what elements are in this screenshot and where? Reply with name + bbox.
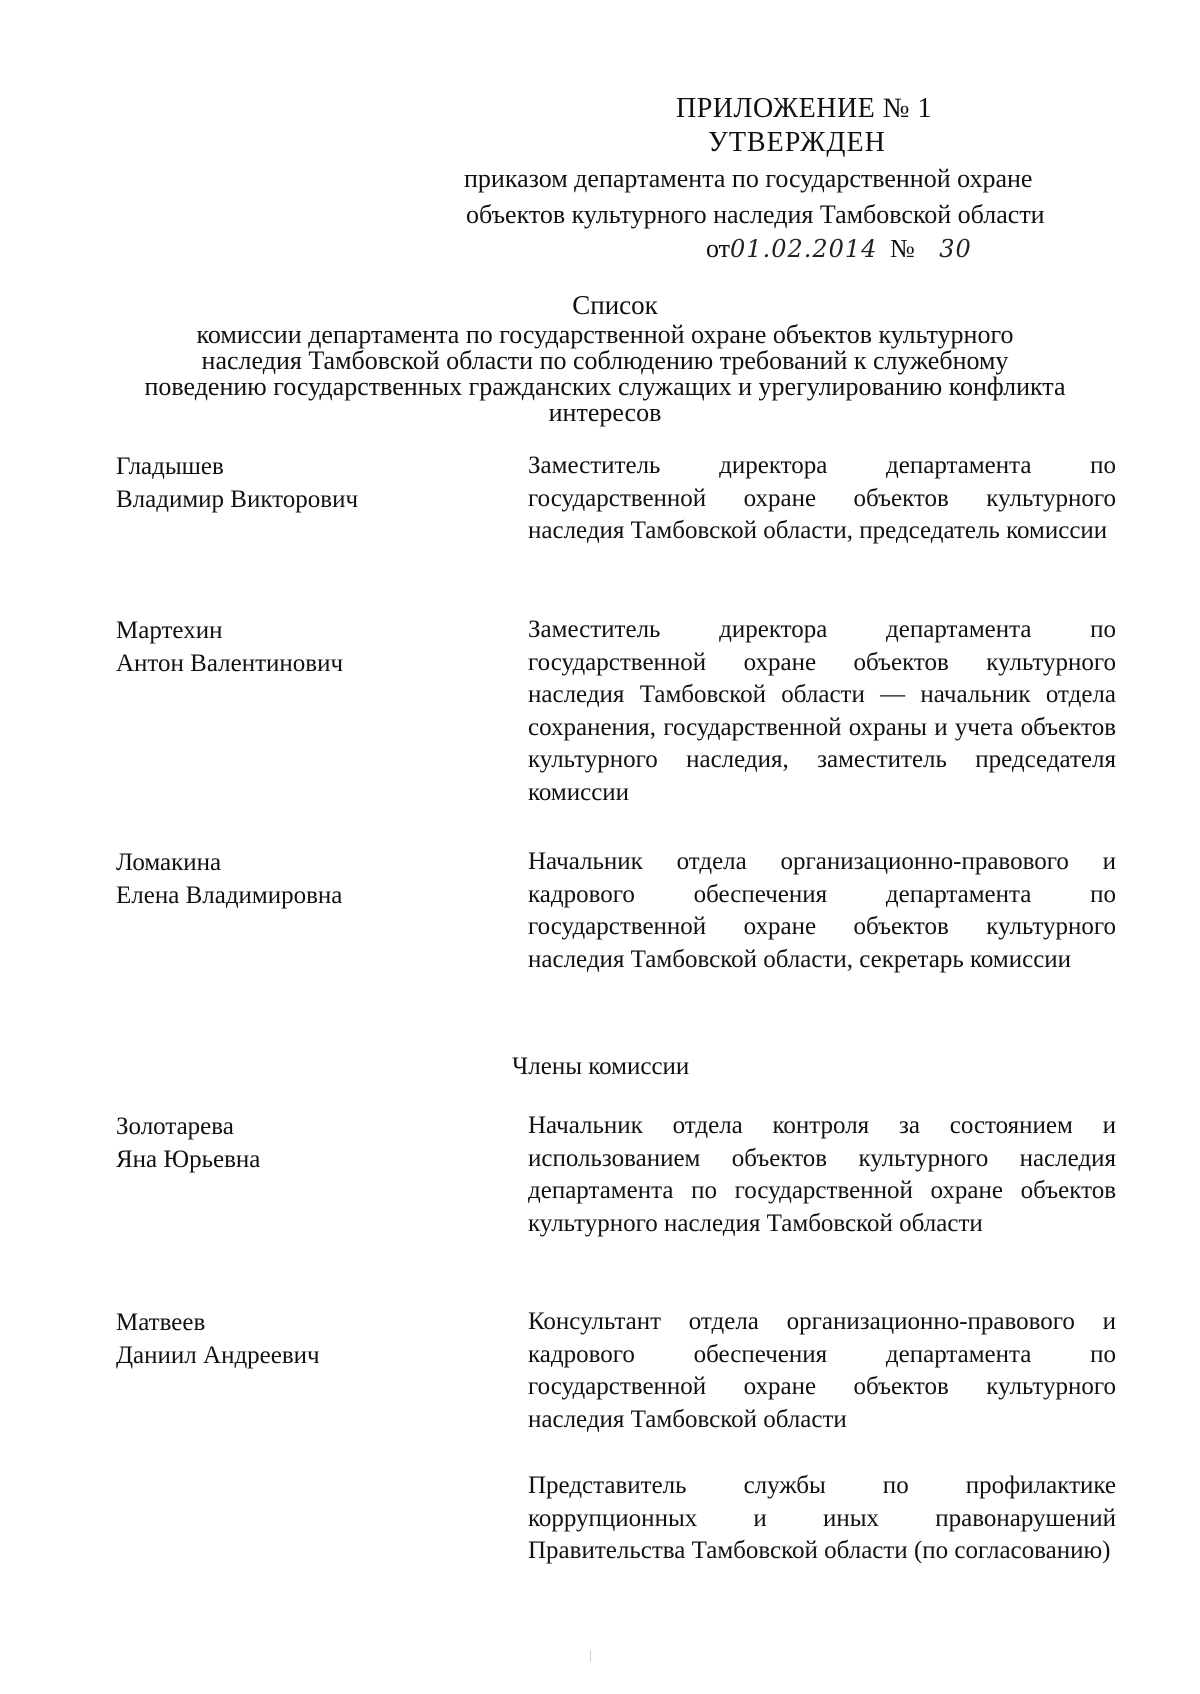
title-description	[80, 322, 1130, 426]
order-date-row	[706, 232, 972, 266]
date-prefix: от	[706, 234, 731, 263]
member-role-text: Начальник отдела организационно-правового и кадрового обеспечения департамента по государственной охране объектов культурного наследия Тамбовской области, секретарь комиссии	[528, 848, 1116, 973]
title-line: интересов	[548, 398, 662, 427]
member-surname: Мартехин	[116, 617, 223, 644]
member-name	[116, 1110, 476, 1176]
member-given-names: Елена Владимировна	[116, 882, 343, 909]
appendix-number: ПРИЛОЖЕНИЕ № 1	[676, 93, 932, 124]
order-line-1: приказом департамента по государственной охране	[464, 164, 1033, 193]
member-surname: Гладышев	[116, 453, 224, 480]
handwritten-date: 01.02.2014	[730, 235, 878, 263]
member-role	[528, 1306, 1116, 1436]
member-name	[116, 846, 476, 912]
handwritten-number: 30	[939, 235, 972, 263]
member-given-names: Владимир Викторович	[116, 486, 359, 513]
member-role	[528, 614, 1116, 809]
member-name	[116, 614, 476, 680]
member-given-names: Антон Валентинович	[116, 650, 344, 677]
title-word: Список	[572, 290, 658, 320]
member-role-text: Заместитель директора департамента по государственной охране объектов культурного наследия Тамбовской области — начальник отдела сохранения, государственной охраны и учета объектов культурного наследия, заместитель председателя комиссии	[528, 616, 1116, 806]
member-given-names: Яна Юрьевна	[116, 1146, 261, 1173]
member-given-names: Даниил Андреевич	[116, 1342, 320, 1369]
scan-artifact	[590, 1650, 591, 1662]
members-section-heading: Члены комиссии	[512, 1053, 690, 1080]
order-line-2: объектов культурного наследия Тамбовской области	[466, 200, 1045, 229]
member-role-text: Заместитель директора департамента по государственной охране объектов культурного наследия Тамбовской области, председатель комиссии	[528, 452, 1116, 544]
number-label: №	[889, 234, 915, 263]
member-role-text: Представитель службы по профилактике коррупционных и иных правонарушений Правительства Тамбовской области (по согласованию)	[528, 1472, 1116, 1564]
member-role	[528, 450, 1116, 548]
member-role	[528, 1110, 1116, 1240]
document-title	[80, 290, 1130, 426]
member-surname: Матвеев	[116, 1309, 206, 1336]
member-role	[528, 846, 1116, 976]
member-role-text: Консультант отдела организационно-правового и кадрового обеспечения департамента по государственной охране объектов культурного наследия Тамбовской области	[528, 1308, 1116, 1433]
member-surname: Золотарева	[116, 1113, 234, 1140]
member-surname: Ломакина	[116, 849, 222, 876]
member-role-text: Начальник отдела контроля за состоянием и использованием объектов культурного наследия департамента по государственной охране объектов культурного наследия Тамбовской области	[528, 1112, 1116, 1237]
member-name	[116, 450, 476, 516]
approved-stamp-text: УТВЕРЖДЕН	[708, 127, 886, 158]
title-line: наследия Тамбовской области по соблюдению требований к служебному	[201, 346, 1009, 375]
title-line: поведению государственных гражданских служащих и урегулированию конфликта	[144, 372, 1066, 401]
title-line: комиссии департамента по государственной охране объектов культурного	[196, 320, 1014, 349]
member-name	[116, 1306, 476, 1372]
member-role	[528, 1470, 1116, 1568]
